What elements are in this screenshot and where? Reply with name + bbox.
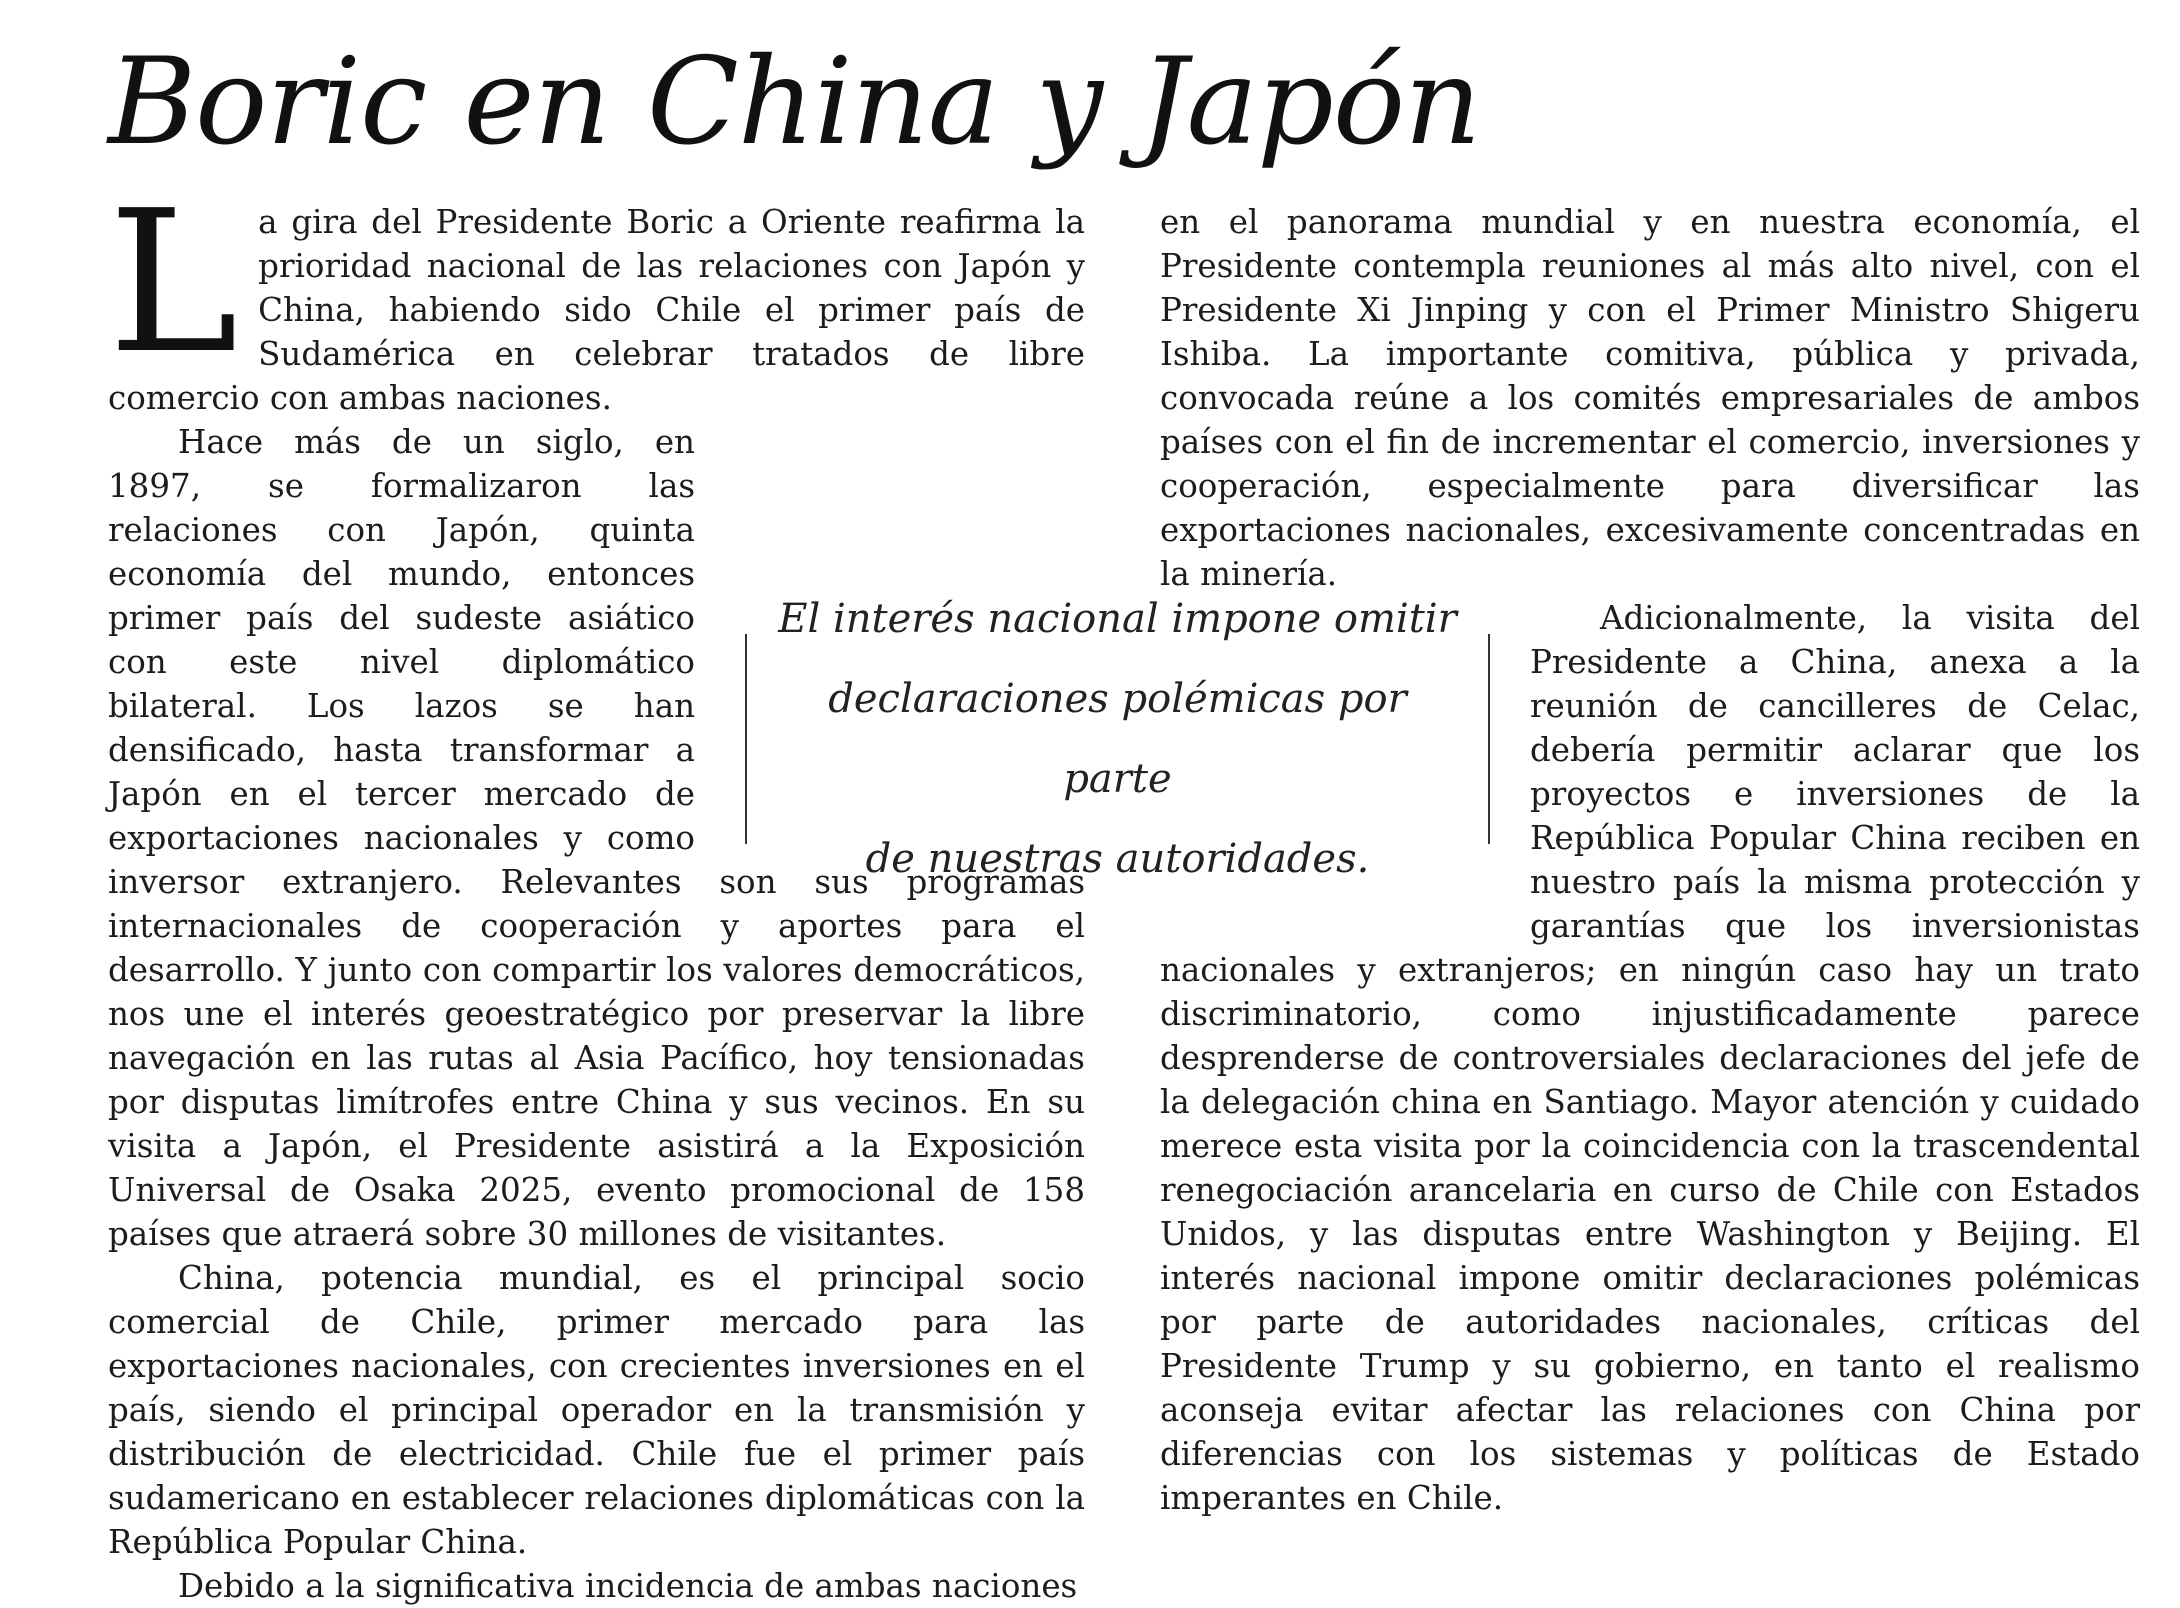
pull-quote-line-1: El interés nacional impone omitir	[778, 596, 1457, 642]
paragraph-2-text: Hace más de un siglo, en 1897, se formalizaron las relaciones con Japón, quinta economía del mundo, entonces primer país del sudeste asiático con este nivel diplomático bilateral. Los lazos se han densificado, hasta transformar a Japón en el tercer mercado de exportaciones nacionales y como inversor extranjero. Relevantes son sus programas internacionales de cooperación y aportes para el desarrollo. Y junto con compartir los valores democráticos, nos une el interés geoestratégico por preservar la libre navegación en las rutas al Asia Pacífico, hoy tensionadas por disputas limítrofes entre China y sus vecinos. En su visita a Japón, el Presidente asistirá a la Exposición Universal de Osaka 2025, evento promocional de 158 países que atraerá sobre 30 millones de visitantes.	[108, 423, 1085, 1253]
pull-quote-line-2: declaraciones polémicas por parte	[828, 676, 1407, 802]
paragraph-1	[108, 169, 1085, 420]
paragraph-4-continued: en el panorama mundial y en nuestra economía, el Presidente contempla reuniones al más alto nivel, con el Presidente Xi Jinping y con el Primer Ministro Shigeru Ishiba. La importante comitiva, pública y privada, convocada reúne a los comités empresariales de ambos países con el fin de incrementar el comercio, inversiones y cooperación, especialmente para diversificar las exportaciones nacionales, excesivamente concentradas en la minería.	[1160, 203, 2140, 593]
paragraph-5-text: Adicionalmente, la visita del Presidente a China, anexa a la reunión de cancilleres de Celac, debería permitir aclarar que los proyectos e inversiones de la República Popular China reciben en nuestro país la misma protección y garantías que los inversionistas nacionales y extranjeros; en ningún caso hay un trato discriminatorio, como injustificadamente parece desprenderse de controversiales declaraciones del jefe de la delegación china en Santiago. Mayor atención y cuidado merece esta visita por la coincidencia con la trascendental renegociación arancelaria en curso de Chile con Estados Unidos, y las disputas entre Washington y Beijing. El interés nacional impone omitir declaraciones polémicas por parte de autoridades nacionales, críticas del Presidente Trump y su gobierno, en tanto el realismo aconseja evitar afectar las relaciones con China por diferencias con los sistemas y políticas de Estado imperantes en Chile.	[1160, 599, 2140, 1517]
paragraph-3: China, potencia mundial, es el principal socio comercial de Chile, primer mercado para las exportaciones nacionales, con crecientes inversiones en el país, siendo el principal operador en la transmisión y distribución de electricidad. Chile fue el primer país sudamericano en establecer relaciones diplomáticas con la República Popular China.	[108, 1259, 1085, 1561]
paragraph-4-start: Debido a la significativa incidencia de ambas naciones	[178, 1567, 1078, 1605]
paragraph-1-text: a gira del Presidente Boric a Oriente reafirma la prioridad nacional de las relaciones con Japón y China, habiendo sido Chile el primer país de Sudamérica en celebrar tratados de libre comercio con ambas naciones.	[108, 203, 1085, 417]
pull-quote	[745, 596, 1490, 882]
article-title: Boric en China y Japón	[108, 33, 1481, 172]
pull-quote-line-3: de nuestras autoridades.	[865, 836, 1370, 882]
drop-cap: L	[108, 169, 239, 397]
